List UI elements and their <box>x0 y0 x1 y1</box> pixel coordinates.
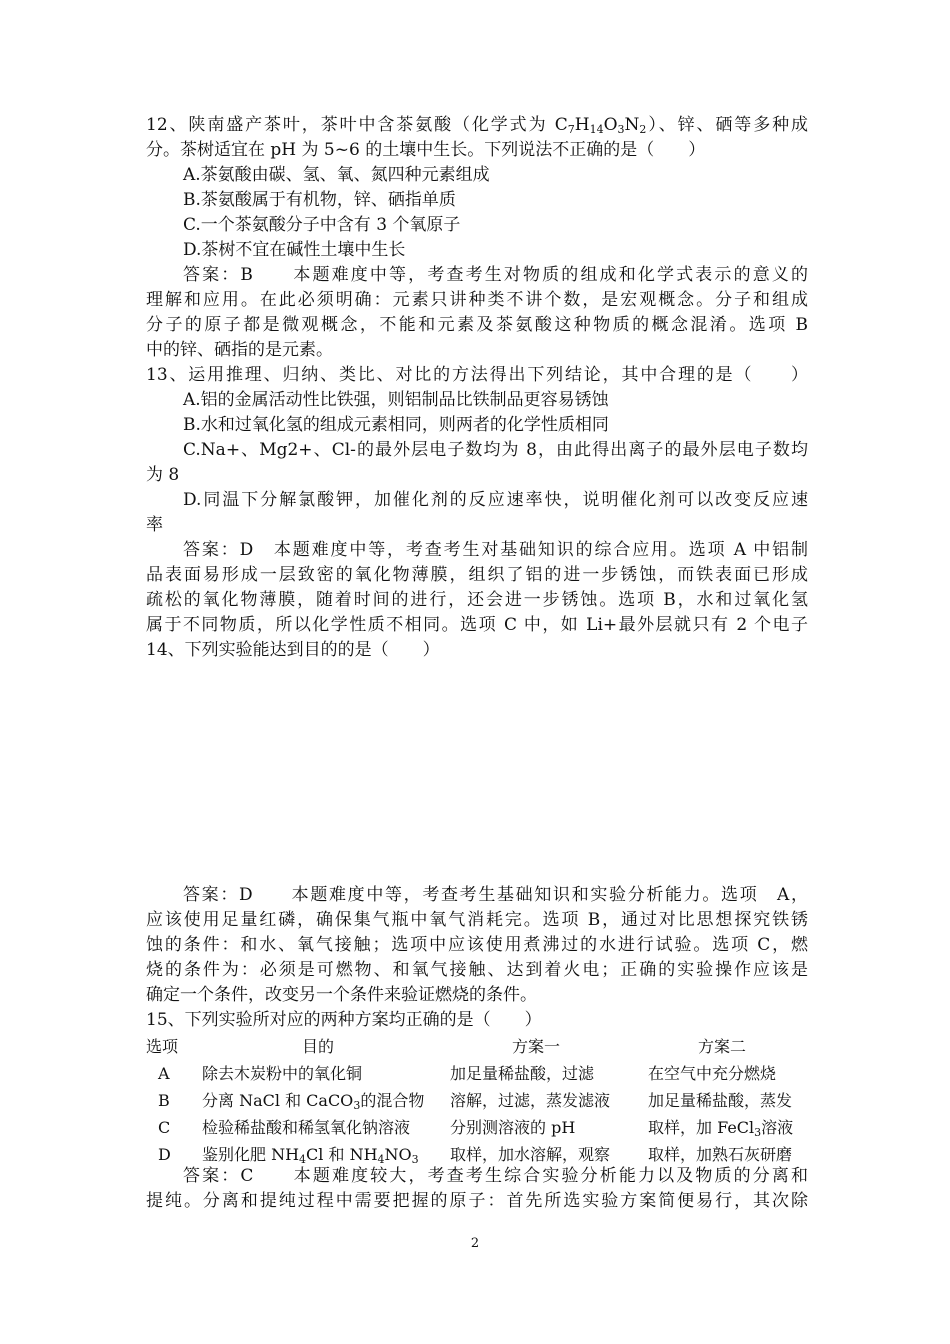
subscript: 2 <box>639 123 647 136</box>
q12-answer-line4: 中的锌、硒指的是元素。 <box>146 340 333 360</box>
header-plan2: 方案二 <box>698 1037 747 1056</box>
row-plan2: 加足量稀盐酸，蒸发 <box>648 1091 793 1110</box>
subscript: 14 <box>589 123 604 136</box>
q13-option-c-line1: C.Na+、Mg2+、Cl-的最外层电子数均为 8，由此得出离子的最外层电子数均 <box>183 440 808 460</box>
row-plan2: 取样，加熟石灰研磨 <box>648 1145 793 1164</box>
q14-answer-line2: 应该使用足量红磷，确保集气瓶中氧气消耗完。选项 B，通过对比思想探究铁锈 <box>146 910 808 930</box>
q12-option-a: A.茶氨酸由碳、氢、氧、氮四种元素组成 <box>183 165 490 185</box>
goal-text: Cl 和 NH <box>306 1145 378 1164</box>
plan-text: 取样，加 FeCl <box>648 1118 755 1137</box>
row-goal: 除去木炭粉中的氧化铜 <box>202 1064 363 1083</box>
goal-text: 的混合物 <box>360 1091 425 1110</box>
q13-option-b: B.水和过氧化氢的组成元素相同，则两者的化学性质相同 <box>183 415 609 435</box>
q12-answer-line3: 分子的原子都是微观概念，不能和元素及茶氨酸这种物质的概念混淆。选项 B <box>146 315 808 335</box>
q12-option-d: D.茶树不宜在碱性土壤中生长 <box>183 240 406 260</box>
subscript: 4 <box>377 1153 385 1166</box>
table-row <box>146 1088 808 1113</box>
header-plan1: 方案一 <box>512 1037 561 1056</box>
q13-stem: 13、运用推理、归纳、类比、对比的方法得出下列结论，其中合理的是（ ） <box>146 365 808 385</box>
subscript: 3 <box>617 123 625 136</box>
q12-stem-text: 12、陕南盛产茶叶，茶叶中含茶氨酸（化学式为 C <box>146 115 568 135</box>
formula-part: N <box>624 115 640 135</box>
page-number: 2 <box>470 1236 480 1251</box>
q12-stem-line2: 分。茶树适宜在 pH 为 5~6 的土壤中生长。下列说法不正确的是（ ） <box>146 140 706 160</box>
q12-stem-line1 <box>146 113 808 138</box>
row-plan1: 取样，加水溶解，观察 <box>450 1145 611 1164</box>
q15-answer-line1: 答案：C 本题难度较大，考查考生综合实验分析能力以及物质的分离和 <box>183 1166 808 1186</box>
row-option: A <box>158 1064 170 1083</box>
row-plan1: 分别测溶液的 pH <box>450 1118 576 1137</box>
row-plan2: 在空气中充分燃烧 <box>648 1064 777 1083</box>
q15-stem: 15、下列实验所对应的两种方案均正确的是（ ） <box>146 1010 542 1030</box>
q13-option-d-line2: 率 <box>146 515 163 535</box>
table-header-row <box>146 1034 808 1059</box>
subscript: 7 <box>567 123 575 136</box>
q13-answer-line1: 答案：D 本题难度中等，考查考生对基础知识的综合应用。选项 A 中铝制 <box>183 540 808 560</box>
q13-answer-line2: 品表面易形成一层致密的氧化物薄膜，组织了铝的进一步锈蚀，而铁表面已形成 <box>146 565 808 585</box>
q13-option-d-line1: D.同温下分解氯酸钾，加催化剂的反应速率快，说明催化剂可以改变反应速 <box>183 490 808 510</box>
row-goal: 检验稀盐酸和稀氢氧化钠溶液 <box>202 1118 411 1137</box>
header-goal: 目的 <box>302 1037 335 1056</box>
goal-text: 鉴别化肥 NH <box>202 1145 300 1164</box>
row-goal <box>202 1088 424 1113</box>
q12-answer-line1: 答案：B 本题难度中等，考查考生对物质的组成和化学式表示的意义的 <box>183 265 808 285</box>
row-option: D <box>158 1145 171 1164</box>
header-option: 选项 <box>146 1037 179 1056</box>
plan-text: 溶液 <box>761 1118 794 1137</box>
row-option: B <box>158 1091 170 1110</box>
table-row <box>146 1061 808 1086</box>
goal-text: NO <box>384 1145 412 1164</box>
formula-part: H <box>574 115 590 135</box>
subscript: 3 <box>353 1099 361 1112</box>
row-plan1: 加足量稀盐酸，过滤 <box>450 1064 595 1083</box>
q12-option-c: C.一个茶氨酸分子中含有 3 个氧原子 <box>183 215 461 235</box>
q14-stem: 14、下列实验能达到目的的是（ ） <box>146 640 440 660</box>
subscript: 3 <box>411 1153 419 1166</box>
row-plan1: 溶解，过滤，蒸发滤液 <box>450 1091 611 1110</box>
goal-text: 分离 NaCl 和 CaCO <box>202 1091 354 1110</box>
q14-answer-line1: 答案：D 本题难度中等，考查考生基础知识和实验分析能力。选项 A， <box>183 885 808 905</box>
q13-answer-line4: 属于不同物质，所以化学性质不相同。选项 C 中，如 Li+最外层就只有 2 个电子 <box>146 615 808 635</box>
table-row <box>146 1115 808 1140</box>
q13-option-c-line2: 为 8 <box>146 465 180 485</box>
q12-option-b: B.茶氨酸属于有机物，锌、硒指单质 <box>183 190 456 210</box>
q14-answer-line5: 确定一个条件，改变另一个条件来验证燃烧的条件。 <box>146 985 537 1005</box>
q13-answer-line3: 疏松的氧化物薄膜，随着时间的进行，还会进一步锈蚀。选项 B，水和过氧化氢 <box>146 590 808 610</box>
row-option: C <box>158 1118 171 1137</box>
q12-answer-line2: 理解和应用。在此必须明确：元素只讲种类不讲个数，是宏观概念。分子和组成 <box>146 290 808 310</box>
row-plan2 <box>648 1115 793 1140</box>
subscript: 4 <box>299 1153 307 1166</box>
q12-stem-text: ）、锌、硒等多种成 <box>646 115 808 135</box>
subscript: 3 <box>754 1126 762 1139</box>
q15-answer-line2: 提纯。分离和提纯过程中需要把握的原子：首先所选实验方案简便易行，其次除 <box>146 1191 808 1211</box>
formula-part: O <box>603 115 618 135</box>
q14-answer-line3: 蚀的条件：和水、氧气接触；选项中应该使用煮沸过的水进行试验。选项 C，燃 <box>146 935 808 955</box>
q13-option-a: A.铝的金属活动性比铁强，则铝制品比铁制品更容易锈蚀 <box>183 390 609 410</box>
q14-answer-line4: 烧的条件为：必须是可燃物、和氧气接触、达到着火电；正确的实验操作应该是 <box>146 960 808 980</box>
